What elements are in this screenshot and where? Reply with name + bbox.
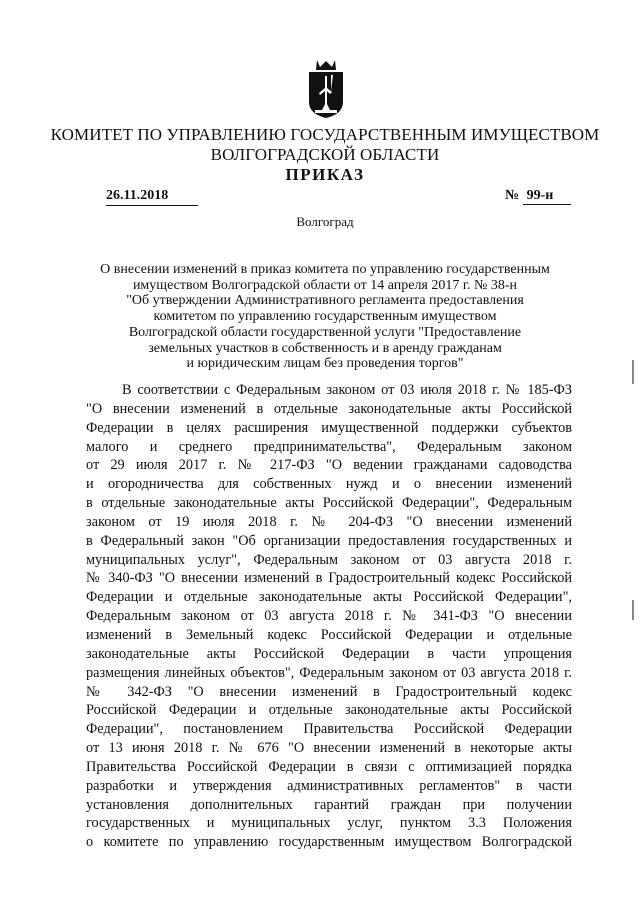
organization-name-line-2: ВОЛГОГРАДСКОЙ ОБЛАСТИ <box>210 145 440 164</box>
body-line: № 340-ФЗ "О внесении изменений в Градостроительный кодекс Российской <box>86 570 572 587</box>
body-line: В соответствии с Федеральным законом от 03 июля 2018 г. № 185-ФЗ <box>122 382 572 398</box>
scan-edge-mark <box>632 360 634 384</box>
body-line: в отдельные законодательные акты Российской Федерации", Федеральным <box>86 495 572 512</box>
body-line: малого и среднего предпринимательства", Федеральным законом <box>86 438 572 455</box>
body-line: "О внесении изменений в отдельные законодательные акты Российской <box>86 400 572 417</box>
subject-line: Волгоградской области государственной услуги "Предоставление <box>128 324 522 340</box>
body-line: Федеральным законом от 03 августа 2018 г. № 341-ФЗ "О внесении <box>86 608 572 625</box>
document-type-title: ПРИКАЗ <box>285 165 365 184</box>
subject-line: "Об утверждении Административного регламента предоставления <box>126 293 524 309</box>
subject-line: О внесении изменений в приказ комитета по управлению государственным <box>100 262 550 277</box>
body-line: государственных и муниципальных услуг, пунктом 3.3 Положения <box>86 815 572 832</box>
number-value: 99-н <box>523 188 571 205</box>
body-line: Федерации", постановлением Правительства Российской Федерации <box>86 721 572 738</box>
subject-line: земельных участков в собственность и в аренду гражданам <box>148 340 502 356</box>
body-line: Федерации в целях расширения имущественной поддержки субъектов <box>86 419 572 436</box>
body-line: от 29 июля 2017 г. № 217-ФЗ "О ведении гражданами садоводства <box>86 457 572 474</box>
body-line: Российской Федерации и отдельные законодательные акты Российской <box>86 702 572 719</box>
body-line: установления дополнительных гарантий граждан при получении <box>86 796 572 813</box>
body-line: № 342-ФЗ "О внесении изменений в Градостроительный кодекс <box>86 683 572 700</box>
body-line: в Федеральный закон "Об организации предоставления государственных и <box>86 532 572 549</box>
body-line: Федерации и отдельные законодательные акты Российской Федерации", <box>86 589 572 606</box>
body-line: законом от 19 июля 2018 г. № 204-ФЗ "О внесении изменений <box>86 513 572 530</box>
document-body <box>86 381 572 852</box>
body-line: разработки и утверждения административных регламентов" в части <box>86 777 572 794</box>
volgograd-coat-of-arms-icon <box>305 58 347 120</box>
body-line: изменений в Земельный кодекс Российской Федерации и отдельные <box>86 626 572 643</box>
document-number <box>505 188 571 205</box>
body-line: размещения линейных объектов", Федеральным законом от 03 августа 2018 г. <box>86 664 572 681</box>
body-line: от 13 июня 2018 г. № 676 "О внесении изменений в некоторые акты <box>86 740 572 757</box>
subject-line: и юридическим лицам без проведения торгов" <box>186 356 464 372</box>
number-label: № <box>505 188 520 203</box>
scan-edge-mark <box>632 600 634 620</box>
subject-line: комитетом по управлению государственным имуществом <box>153 309 497 325</box>
document-city: Волгоград <box>296 214 354 229</box>
body-line: муниципальных услуг", Федеральным законом от 03 августа 2018 г. <box>86 551 572 568</box>
document-subject <box>60 262 590 372</box>
document-date: 26.11.2018 <box>106 188 198 206</box>
body-line: и огородничества для собственных нужд и о внесении изменений <box>86 476 572 493</box>
body-line: законодательные акты Российской Федерации в части упрощения <box>86 645 572 662</box>
body-line: Правительства Российской Федерации в связи с оптимизацией порядка <box>86 758 572 775</box>
body-line: о комитете по управлению государственным имуществом Волгоградской <box>86 834 572 851</box>
subject-line: имуществом Волгоградской области от 14 апреля 2017 г. № 38-н <box>132 277 518 293</box>
organization-name-line-1: КОМИТЕТ ПО УПРАВЛЕНИЮ ГОСУДАРСТВЕННЫМ ИМУЩЕСТВОМ <box>50 125 600 144</box>
